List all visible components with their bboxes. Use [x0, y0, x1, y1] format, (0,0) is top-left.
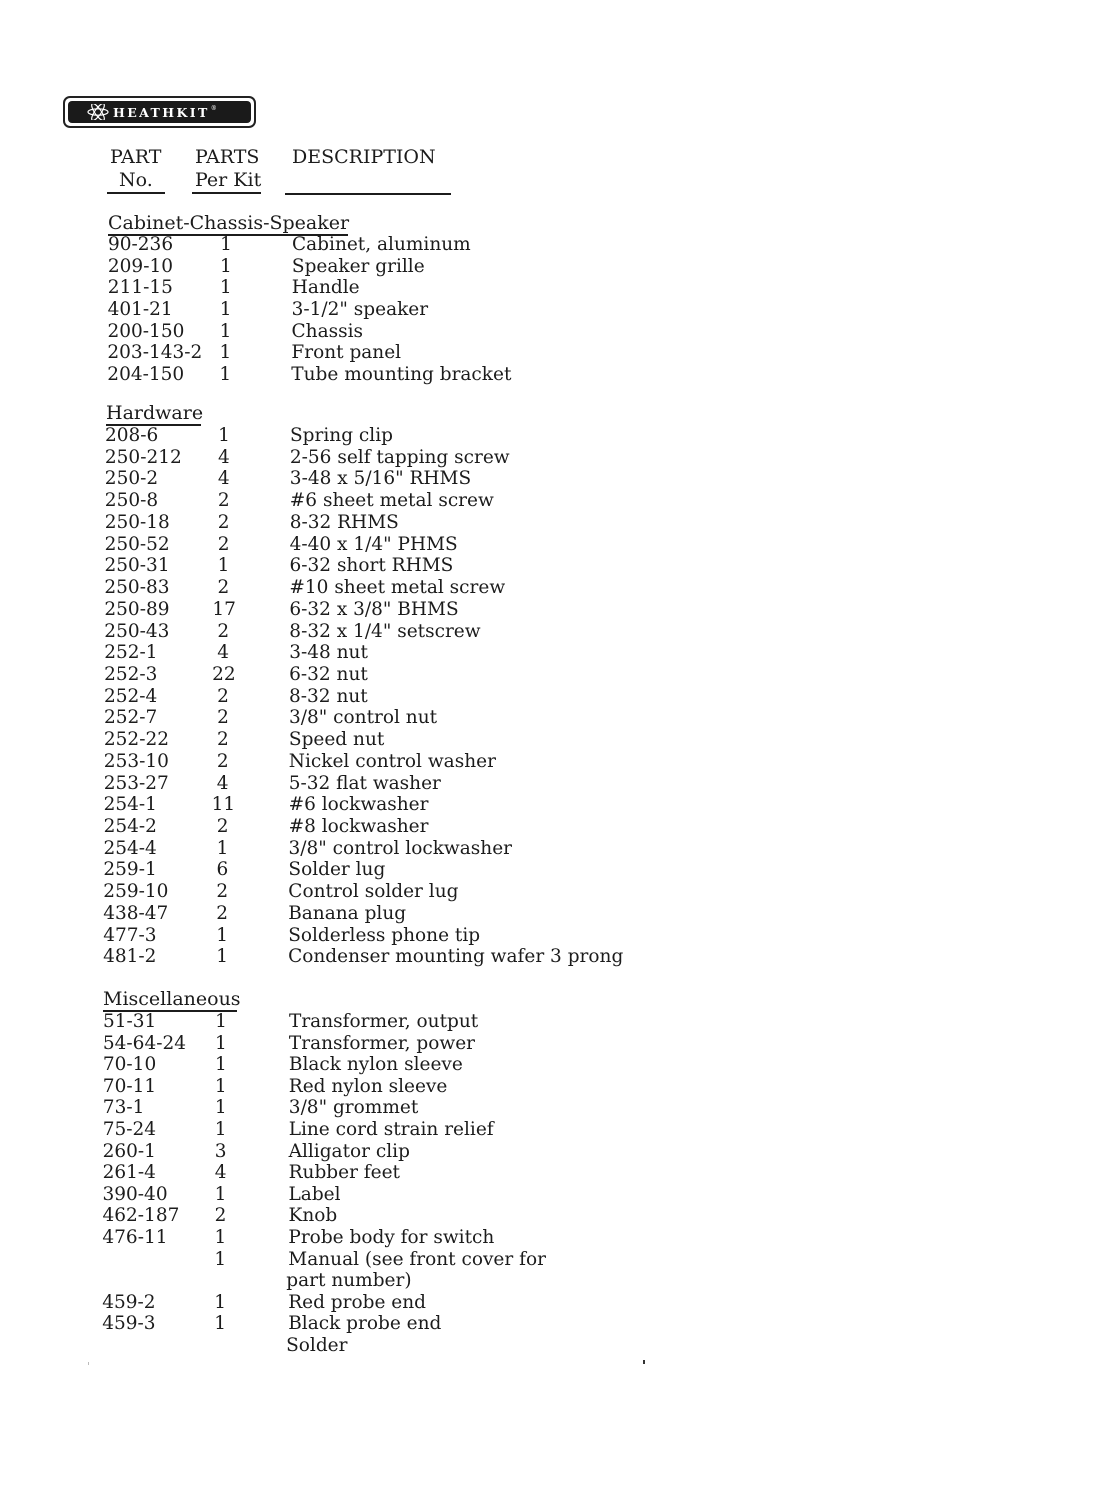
part-number: 477-3: [103, 924, 157, 946]
description: Tube mounting bracket: [291, 364, 512, 385]
description: 3-48 nut: [289, 642, 368, 664]
quantity: 1: [219, 299, 232, 320]
description: #10 sheet metal screw: [289, 577, 506, 598]
quantity: 2: [217, 707, 229, 729]
table-row: [0, 664, 1094, 686]
part-number: 252-7: [104, 707, 158, 729]
description: Black nylon sleeve: [288, 1054, 463, 1076]
part-number: 253-10: [103, 750, 169, 772]
quantity: 1: [220, 255, 232, 277]
description: Speed nut: [288, 729, 385, 751]
table-row: [0, 1141, 1094, 1163]
quantity: 2: [217, 533, 230, 555]
description: Red nylon sleeve: [288, 1075, 448, 1097]
table-row: [0, 490, 1094, 512]
part-number: 250-83: [104, 577, 170, 598]
quantity: 11: [211, 794, 236, 816]
quantity: 17: [212, 598, 236, 620]
quantity: 6: [216, 859, 229, 881]
description: Spring clip: [290, 425, 393, 446]
table-row: [0, 1076, 1094, 1098]
part-number: 390-40: [102, 1183, 168, 1205]
part-number: 254-2: [103, 816, 157, 837]
quantity: 1: [215, 1032, 227, 1054]
part-number: 200-150: [107, 320, 185, 342]
header-description: DESCRIPTION: [292, 146, 436, 168]
description: Label: [288, 1183, 341, 1205]
quantity: 1: [214, 1313, 227, 1335]
part-number: 252-22: [103, 729, 169, 751]
description: Front panel: [291, 342, 402, 364]
description: 3/8" control nut: [289, 707, 438, 729]
part-number: 75-24: [102, 1119, 157, 1140]
header-description-underline: [285, 193, 451, 195]
part-number: 481-2: [103, 946, 157, 968]
part-number: 254-1: [103, 794, 157, 816]
part-number: 252-4: [104, 685, 158, 707]
table-row: [0, 555, 1094, 577]
part-number: 462-187: [102, 1205, 180, 1227]
part-number: 261-4: [102, 1162, 156, 1184]
part-number: 459-3: [102, 1313, 156, 1335]
header-parts-per-kit-line2: Per Kit: [195, 169, 262, 191]
description: Solder lug: [288, 859, 386, 881]
table-row: [0, 838, 1094, 860]
description: 2-56 self tapping screw: [289, 446, 510, 468]
table-row: [0, 256, 1094, 278]
quantity: 1: [216, 946, 228, 968]
table-row: [0, 321, 1094, 343]
quantity: 1: [214, 1097, 227, 1119]
description: 4-40 x 1/4" PHMS: [289, 533, 458, 555]
description: 6-32 x 3/8" BHMS: [289, 598, 459, 620]
quantity: 1: [214, 1227, 227, 1248]
table-row: [0, 1054, 1094, 1076]
logo-registered-mark: ®: [210, 104, 217, 112]
quantity: 1: [219, 364, 232, 385]
part-number: 252-3: [104, 663, 158, 685]
part-number: 211-15: [107, 277, 173, 299]
description: Line cord strain relief: [288, 1119, 494, 1140]
description: #6 lockwasher: [288, 794, 429, 816]
table-row: [0, 1097, 1094, 1119]
table-row: [0, 946, 1094, 968]
description: Chassis: [291, 320, 363, 342]
part-number: 459-2: [102, 1291, 156, 1313]
description: Handle: [291, 277, 360, 299]
description: Banana plug: [288, 902, 407, 924]
part-number: 259-1: [103, 859, 157, 881]
description: 8-32 RHMS: [289, 511, 399, 533]
description: Black probe end: [288, 1313, 442, 1335]
description: Cabinet, aluminum: [292, 234, 471, 255]
logo-badge: [68, 101, 251, 123]
table-row: [0, 925, 1094, 947]
table-row: [0, 1184, 1094, 1206]
description: 6-32 nut: [289, 663, 368, 685]
part-number: 208-6: [105, 425, 159, 446]
description: #6 sheet metal screw: [289, 490, 494, 512]
description: 3-48 x 5/16" RHMS: [289, 468, 472, 490]
table-row: [0, 447, 1094, 469]
table-row: [0, 881, 1094, 903]
quantity: 4: [218, 446, 230, 468]
table-row: [0, 599, 1094, 621]
quantity: 2: [217, 729, 229, 751]
part-number: 260-1: [102, 1140, 156, 1162]
description: #8 lockwasher: [288, 816, 429, 837]
header-part-no-line2: No.: [119, 169, 153, 191]
quantity: 4: [214, 1162, 227, 1184]
quantity: 1: [219, 342, 232, 364]
table-row: [0, 794, 1094, 816]
description: 3/8" control lockwasher: [288, 837, 512, 859]
part-number: 70-10: [102, 1054, 157, 1076]
table-row: [0, 1292, 1094, 1314]
quantity: 1: [216, 924, 229, 946]
quantity: 2: [216, 750, 229, 772]
quantity: 2: [214, 1205, 227, 1227]
part-number: 90-236: [108, 234, 174, 255]
table-row: [0, 621, 1094, 643]
table-row: [0, 234, 1094, 256]
quantity: 3: [214, 1140, 227, 1162]
description: Transformer, output: [289, 1011, 479, 1032]
part-number: 252-1: [104, 642, 158, 664]
quantity: 2: [216, 902, 229, 924]
description: Alligator clip: [288, 1140, 410, 1162]
table-row: [0, 903, 1094, 925]
table-row: [0, 1270, 1094, 1292]
table-row: [0, 751, 1094, 773]
table-row: [0, 364, 1094, 386]
description: Solderless phone tip: [288, 924, 481, 946]
table-row: [0, 686, 1094, 708]
description: 8-32 x 1/4" setscrew: [289, 620, 481, 642]
description: Control solder lug: [288, 881, 459, 903]
quantity: 4: [217, 642, 230, 664]
table-row: [0, 468, 1094, 490]
quantity: 4: [216, 772, 229, 794]
part-number: 250-2: [104, 468, 159, 490]
quantity: 2: [216, 816, 229, 837]
quantity: 1: [217, 555, 230, 577]
part-number: 476-11: [102, 1227, 168, 1248]
section-title: Miscellaneous: [103, 988, 241, 1010]
quantity: 1: [220, 234, 232, 255]
quantity: 2: [217, 577, 230, 598]
part-number: 70-11: [102, 1075, 157, 1097]
table-row: [0, 299, 1094, 321]
description: 3/8" grommet: [288, 1097, 419, 1119]
description: Red probe end: [288, 1291, 426, 1313]
table-row: [0, 1162, 1094, 1184]
atom-icon: [86, 104, 110, 120]
description: Rubber feet: [288, 1162, 400, 1184]
table-row: [0, 277, 1094, 299]
part-number: 250-52: [104, 533, 170, 555]
quantity: 1: [219, 320, 232, 342]
section-title: Cabinet-Chassis-Speaker: [108, 212, 350, 234]
quantity: 1: [219, 277, 232, 299]
table-row: [0, 859, 1094, 881]
description: Knob: [288, 1205, 338, 1227]
table-row: [0, 1033, 1094, 1055]
part-number: 250-8: [104, 490, 159, 512]
part-number: 250-18: [104, 511, 170, 533]
header-part-no-line1: PART: [110, 146, 162, 168]
table-row: [0, 342, 1094, 364]
description: Transformer, power: [288, 1032, 476, 1054]
part-number: 438-47: [103, 902, 169, 924]
table-row: [0, 534, 1094, 556]
table-row: [0, 1313, 1094, 1335]
description: part number): [286, 1270, 412, 1292]
description: 8-32 nut: [289, 685, 368, 707]
quantity: 1: [216, 837, 229, 859]
table-row: [0, 816, 1094, 838]
table-row: [0, 773, 1094, 795]
table-row: [0, 1249, 1094, 1271]
quantity: 4: [217, 468, 230, 490]
scan-speck: [88, 1362, 89, 1365]
table-row: [0, 642, 1094, 664]
table-row: [0, 1227, 1094, 1249]
description: 3-1/2" speaker: [291, 299, 429, 320]
part-number: 254-4: [103, 837, 157, 859]
header-parts-per-kit-line1: PARTS: [195, 146, 260, 168]
part-number: 259-10: [103, 881, 169, 903]
scan-speck: [643, 1360, 645, 1364]
quantity: 1: [215, 1054, 227, 1076]
quantity: 1: [214, 1291, 227, 1313]
table-row: [0, 1205, 1094, 1227]
part-number: 204-150: [107, 364, 185, 385]
table-row: [0, 1335, 1094, 1357]
description: Nickel control washer: [288, 750, 496, 772]
section-title: Hardware: [106, 402, 204, 424]
quantity: 22: [212, 663, 236, 685]
part-number: 203-143-2: [107, 342, 203, 364]
logo-text: HEATHKIT: [113, 104, 210, 120]
quantity: 1: [214, 1075, 227, 1097]
header-part-no-underline: [107, 192, 165, 194]
table-row: [0, 425, 1094, 447]
description: Condenser mounting wafer 3 prong: [288, 946, 624, 968]
quantity: 1: [214, 1248, 227, 1270]
table-row: [0, 577, 1094, 599]
description: 5-32 flat washer: [288, 772, 441, 794]
description: Probe body for switch: [288, 1227, 495, 1248]
header-parts-per-kit-underline: [192, 192, 261, 194]
quantity: 2: [217, 490, 230, 512]
table-row: [0, 512, 1094, 534]
quantity: 1: [218, 425, 230, 446]
part-number: 73-1: [102, 1097, 145, 1119]
quantity: 2: [217, 685, 229, 707]
quantity: 2: [216, 881, 229, 903]
part-number: 401-21: [107, 299, 173, 320]
part-number: 51-31: [103, 1011, 157, 1032]
table-row: [0, 729, 1094, 751]
table-row: [0, 707, 1094, 729]
part-number: 54-64-24: [102, 1032, 187, 1054]
quantity: 1: [214, 1119, 227, 1140]
part-number: 250-43: [104, 620, 170, 642]
description: Solder: [286, 1335, 348, 1356]
description: Speaker grille: [291, 255, 425, 277]
part-number: 253-27: [103, 772, 169, 794]
part-number: 250-31: [104, 555, 170, 577]
description: 6-32 short RHMS: [289, 555, 454, 577]
part-number: 250-212: [104, 446, 182, 468]
table-row: [0, 1011, 1094, 1033]
quantity: 2: [217, 511, 230, 533]
quantity: 1: [214, 1183, 227, 1205]
quantity: 2: [217, 620, 230, 642]
description: Manual (see front cover for: [288, 1248, 546, 1270]
table-row: [0, 1119, 1094, 1141]
part-number: 209-10: [107, 255, 173, 277]
part-number: 250-89: [104, 598, 170, 620]
heathkit-logo: [63, 96, 256, 128]
quantity: 1: [215, 1011, 227, 1032]
